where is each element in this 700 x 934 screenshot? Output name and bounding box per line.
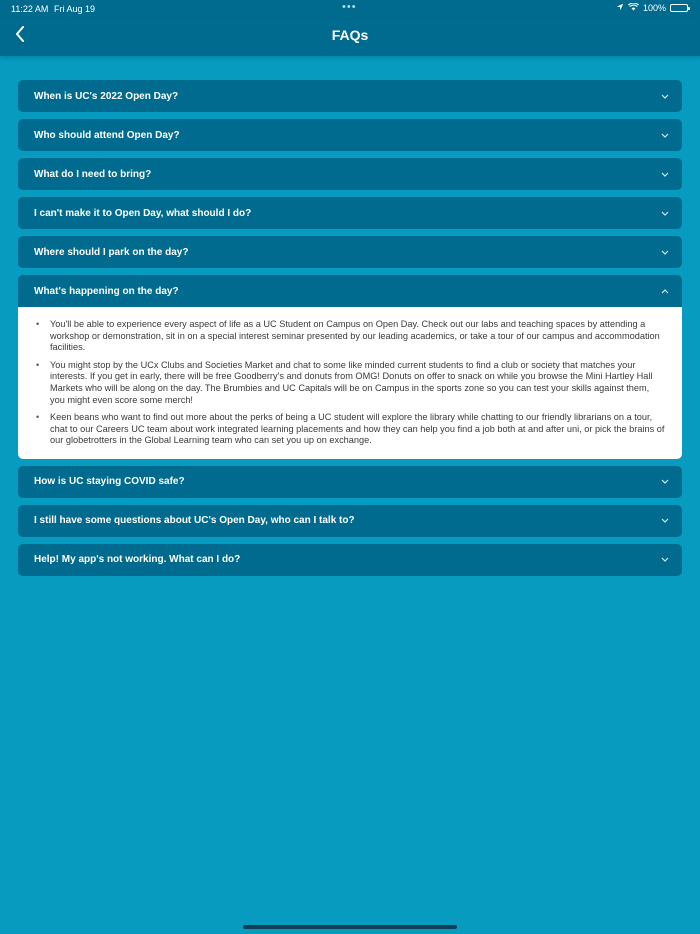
faq-question-text: I can't make it to Open Day, what should I do? bbox=[34, 207, 252, 219]
battery-percent: 100% bbox=[642, 3, 666, 13]
faq-answer-bullet: • You'll be able to experience every aspect of life as a UC Student on Campus on Open Day. Check out our labs and teaching spaces by attending a workshop or demonstration, sit in on a special interest seminar presented by our leading academics, or take a tour of our campus and accommodation facilities. bbox=[36, 319, 666, 354]
chevron-down-icon bbox=[660, 555, 670, 565]
chevron-down-icon bbox=[660, 208, 670, 218]
faq-question-text: When is UC's 2022 Open Day? bbox=[34, 90, 179, 102]
faq-item bbox=[18, 544, 682, 576]
faq-item bbox=[18, 236, 682, 268]
faq-item bbox=[18, 197, 682, 229]
chevron-down-icon bbox=[660, 516, 670, 526]
chevron-down-icon bbox=[660, 91, 670, 101]
home-indicator[interactable] bbox=[243, 925, 457, 929]
faq-question-header[interactable] bbox=[18, 197, 682, 229]
faq-question-text: What do I need to bring? bbox=[34, 168, 152, 180]
faq-question-text: I still have some questions about UC's Open Day, who can I talk to? bbox=[34, 515, 355, 527]
faq-question-header[interactable] bbox=[18, 544, 682, 576]
faq-answer-bullet: • Keen beans who want to find out more about the perks of being a UC student will explore the library while chatting to our friendly librarians on a tour, chat to our Careers UC team about work integrated learning placements and how they can help you find a job both at and after uni, or pick the brains of our globetrotters in the Global Learning team who can set you up on exchange. bbox=[36, 412, 666, 447]
faq-question-text: Where should I park on the day? bbox=[34, 246, 189, 258]
chevron-up-icon bbox=[660, 286, 670, 296]
chevron-down-icon bbox=[660, 169, 670, 179]
faq-item bbox=[18, 158, 682, 190]
status-time: 11:22 AM bbox=[11, 4, 49, 14]
navigation-bar bbox=[0, 18, 700, 56]
chevron-down-icon bbox=[660, 477, 670, 487]
battery-icon bbox=[670, 4, 688, 12]
faq-item bbox=[18, 275, 682, 459]
faq-item bbox=[18, 119, 682, 151]
faq-item bbox=[18, 466, 682, 498]
faq-question-header[interactable] bbox=[18, 505, 682, 537]
faq-item bbox=[18, 80, 682, 112]
status-bar bbox=[0, 0, 700, 18]
chevron-down-icon bbox=[660, 247, 670, 257]
faq-answer-bullet: • You might stop by the UCx Clubs and Societies Market and chat to some like minded current students to find a club or society that matches your interests. If you get in early, there will be free Goodberry's and donuts from OMG! Donuts on offer to snack on while you browse the Mini Hartley Hall Markets who will be along on the day. The Brumbies and UC Capitals will be on Campus in the sports zone so you can test your skills against them, you might even score some merch! bbox=[36, 360, 666, 406]
faq-item bbox=[18, 505, 682, 537]
location-icon bbox=[616, 3, 624, 13]
faq-list bbox=[18, 80, 682, 583]
page-title: FAQs bbox=[331, 27, 369, 43]
status-right bbox=[616, 3, 688, 13]
multitasking-dots[interactable]: ••• bbox=[342, 1, 357, 13]
faq-question-text: Help! My app's not working. What can I do? bbox=[34, 554, 241, 566]
faq-question-text: What's happening on the day? bbox=[34, 285, 179, 297]
faq-question-header[interactable] bbox=[18, 466, 682, 498]
status-date: Fri Aug 19 bbox=[54, 4, 96, 14]
wifi-icon bbox=[628, 3, 639, 13]
faq-question-header[interactable] bbox=[18, 158, 682, 190]
faq-question-header[interactable] bbox=[18, 236, 682, 268]
faq-question-header[interactable] bbox=[18, 80, 682, 112]
chevron-down-icon bbox=[660, 130, 670, 140]
faq-question-text: Who should attend Open Day? bbox=[34, 129, 180, 141]
faq-question-header[interactable] bbox=[18, 275, 682, 307]
faq-answer-panel bbox=[18, 307, 682, 459]
faq-answer-list bbox=[36, 319, 666, 447]
faq-question-header[interactable] bbox=[18, 119, 682, 151]
faq-question-text: How is UC staying COVID safe? bbox=[34, 476, 185, 488]
